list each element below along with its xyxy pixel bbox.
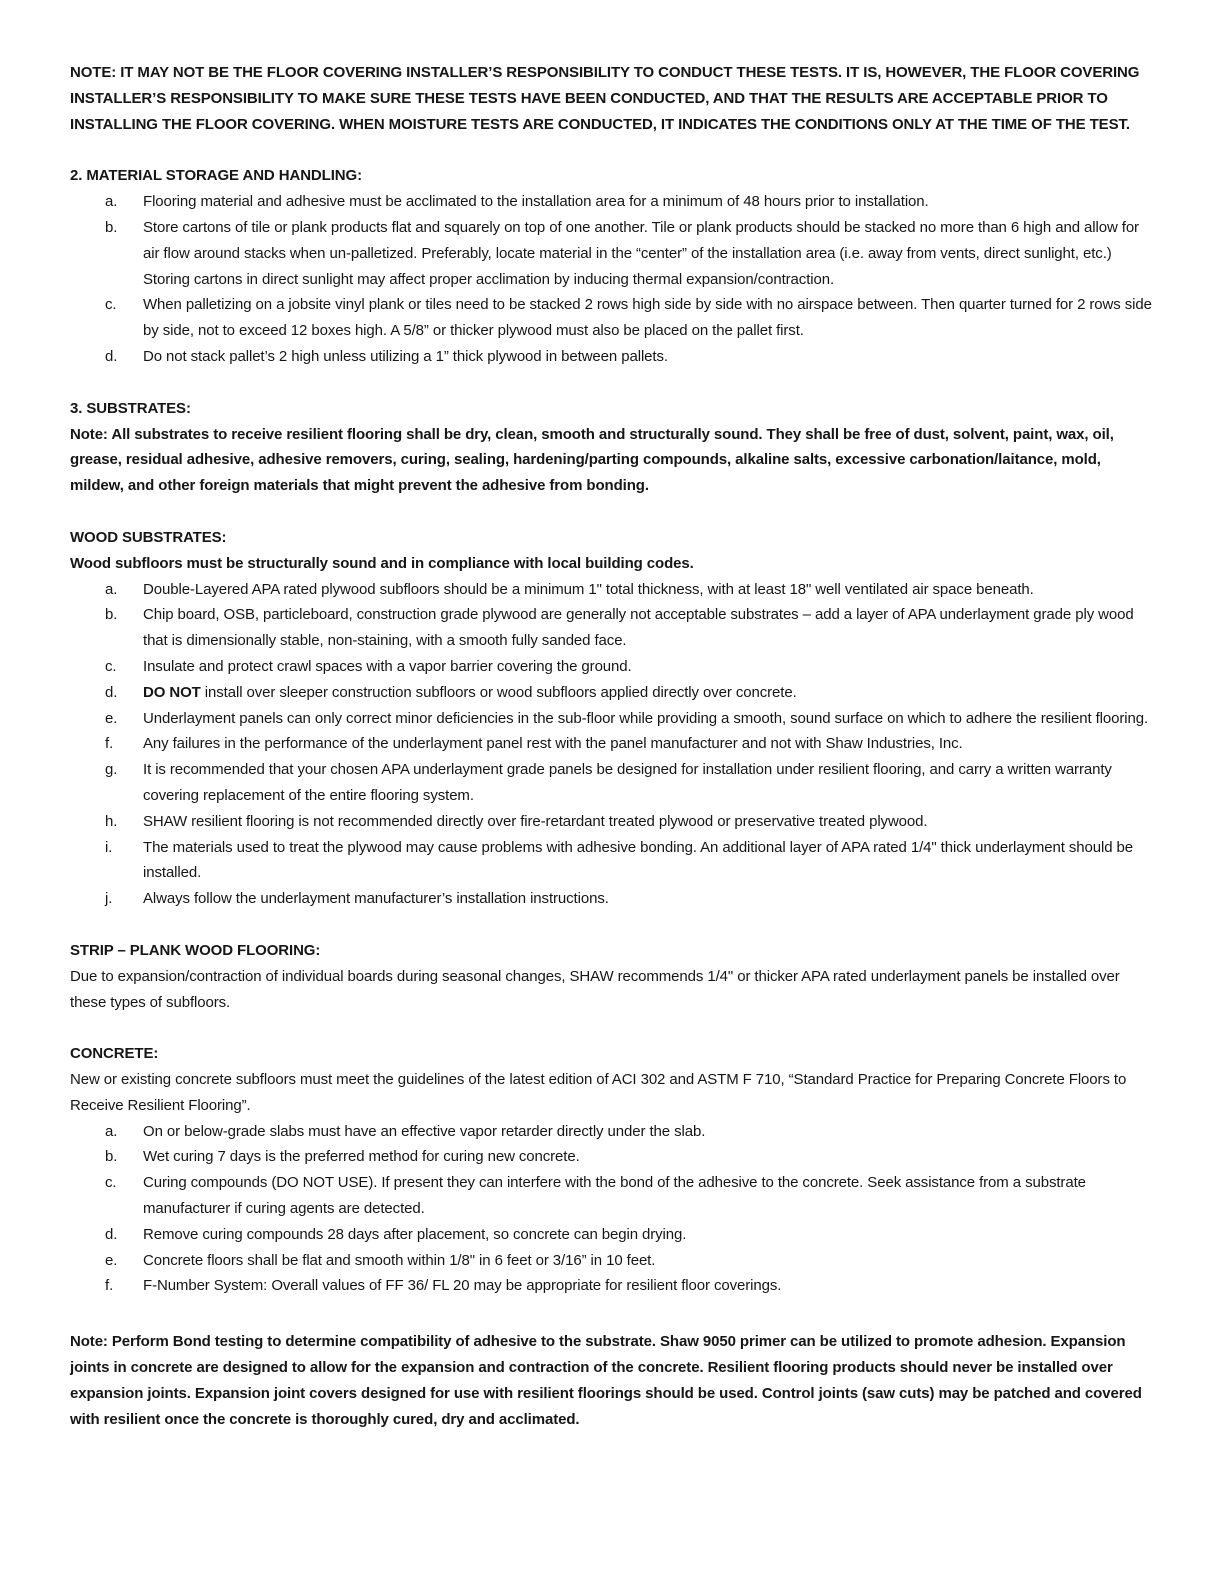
bottom-note: Note: Perform Bond testing to determine compatibility of adhesive to the substrate. Shaw 9050 primer can be utilized to promote adhesion. Expansion joints in concrete are designed to allow for the expansion and contraction of the concrete. Resilient flooring products should never be installed over expansion joints. Expansion joint covers designed for use with resilient floorings should be used. Control joints (saw cuts) may be patched and covered with resilient once the concrete is thoroughly cured, dry and acclimated.: [70, 1333, 1142, 1428]
list-marker: c.: [105, 657, 117, 675]
substrates-note: Note: All substrates to receive resilient flooring shall be dry, clean, smooth and structurally sound. They shall be free of dust, solvent, paint, wax, oil, grease, residual adhesive, adhesive removers, curing, sealing, hardening/parting compounds, alkaline salts, excessive carbonation/laitance, mold, mildew, and other foreign materials that might prevent the adhesive from bonding.: [70, 425, 1114, 495]
top-note: NOTE: IT MAY NOT BE THE FLOOR COVERING INSTALLER’S RESPONSIBILITY TO CONDUCT THESE TESTS. IT IS, HOWEVER, THE FLOOR COVERING INSTALLER’S RESPONSIBILITY TO MAKE SURE THESE TESTS HAVE BEEN CONDUCTED, AND THAT THE RESULTS ARE ACCEPTABLE PRIOR TO INSTALLING THE FLOOR COVERING. WHEN MOISTURE TESTS ARE CONDUCTED, IT INDICATES THE CONDITIONS ONLY AT THE TIME OF THE TEST.: [70, 64, 1140, 133]
list-item: [70, 577, 1158, 603]
list-marker: a.: [105, 580, 118, 598]
section-heading-concrete: CONCRETE:: [70, 1045, 159, 1063]
list-item-text: Do not stack pallet’s 2 high unless utilizing a 1” thick plywood in between pallets.: [143, 347, 668, 365]
list-item: [70, 1273, 1158, 1299]
list-item: [70, 680, 1158, 706]
list-item-text: SHAW resilient flooring is not recommended directly over fire-retardant treated plywood or preservative treated plywood.: [143, 812, 928, 830]
storage-list: [70, 189, 1158, 370]
section-heading-wood-substrates: WOOD SUBSTRATES:: [70, 528, 227, 546]
list-item: [70, 731, 1158, 757]
list-item-text: Double-Layered APA rated plywood subfloors should be a minimum 1" total thickness, with at least 18" well ventilated air space beneath.: [143, 580, 1034, 598]
list-item: [70, 602, 1158, 654]
list-item: [70, 706, 1158, 732]
list-item: [70, 1222, 1158, 1248]
list-item-text: Chip board, OSB, particleboard, construction grade plywood are generally not acceptable substrates – add a layer of APA underlayment grade ply wood that is dimensionally stable, non-staining, with a smooth fully sanded face.: [143, 606, 1134, 650]
list-item: [70, 835, 1158, 887]
list-item: [70, 654, 1158, 680]
list-item-text: Flooring material and adhesive must be acclimated to the installation area for a minimum of 48 hours prior to installation.: [143, 193, 929, 211]
list-item-text: Curing compounds (DO NOT USE). If present they can interfere with the bond of the adhesive to the concrete. Seek assistance from a substrate manufacturer if curing agents are detected.: [143, 1174, 1086, 1218]
list-item: [70, 292, 1158, 344]
list-marker: e.: [105, 709, 118, 727]
list-item-text: Wet curing 7 days is the preferred method for curing new concrete.: [143, 1148, 580, 1166]
list-item: [70, 215, 1158, 292]
list-item-text: Always follow the underlayment manufacturer’s installation instructions.: [143, 890, 609, 908]
wood-substrates-list: [70, 577, 1158, 912]
list-marker: f.: [105, 1277, 114, 1295]
list-marker: b.: [105, 218, 118, 236]
list-item-text: On or below-grade slabs must have an effective vapor retarder directly under the slab.: [143, 1122, 706, 1140]
wood-substrates-lead: Wood subfloors must be structurally sound and in compliance with local building codes.: [70, 554, 694, 572]
list-marker: d.: [105, 347, 118, 365]
list-item: [70, 1170, 1158, 1222]
list-marker: g.: [105, 761, 118, 779]
list-marker: c.: [105, 296, 117, 314]
list-item: [70, 757, 1158, 809]
section-heading-substrates: 3. SUBSTRATES:: [70, 399, 191, 417]
list-item-text: DO NOT install over sleeper construction subfloors or wood subfloors applied directly over concrete.: [143, 683, 797, 701]
list-marker: i.: [105, 838, 113, 856]
list-marker: b.: [105, 1148, 118, 1166]
list-item-text: F-Number System: Overall values of FF 36/ FL 20 may be appropriate for resilient floor coverings.: [143, 1277, 782, 1295]
list-item: [70, 809, 1158, 835]
list-marker: j.: [105, 890, 113, 908]
concrete-list: [70, 1119, 1158, 1300]
list-marker: d.: [105, 1225, 118, 1243]
list-item-text: It is recommended that your chosen APA underlayment grade panels be designed for installation under resilient flooring, and carry a written warranty covering replacement of the entire flooring system.: [143, 761, 1112, 804]
list-item-text: Concrete floors shall be flat and smooth within 1/8" in 6 feet or 3/16” in 10 feet.: [143, 1251, 656, 1269]
list-item: [70, 1119, 1158, 1145]
list-marker: c.: [105, 1174, 117, 1192]
list-item-text: When palletizing on a jobsite vinyl plank or tiles need to be stacked 2 rows high side by side with no airspace between. Then quarter turned for 2 rows side by side, not to exceed 12 boxes high. A 5/8” or thicker plywood must also be placed on the pallet first.: [143, 296, 1152, 340]
list-item-text: The materials used to treat the plywood may cause problems with adhesive bonding. An additional layer of APA rated 1/4" thick underlayment should be installed.: [143, 838, 1134, 882]
list-marker: f.: [105, 735, 114, 753]
section-heading-strip-plank: STRIP – PLANK WOOD FLOORING:: [70, 941, 321, 959]
list-item-text: Insulate and protect crawl spaces with a vapor barrier covering the ground.: [143, 657, 632, 675]
list-item: [70, 189, 1158, 215]
list-marker: a.: [105, 1122, 118, 1140]
list-item: [70, 1144, 1158, 1170]
section-heading-material-storage: 2. MATERIAL STORAGE AND HANDLING:: [70, 167, 362, 185]
list-item: [70, 344, 1158, 370]
list-item-text: Store cartons of tile or plank products flat and squarely on top of one another. Tile or plank products should be stacked no more than 6 high and allow for air flow around stacks when un-palletized. Preferably, locate material in the “center” of the installation area (i.e. away from vents, direct sunlight, etc.) Storing cartons in direct sunlight may affect proper acclimation by inducing thermal expansion/contraction.: [143, 218, 1139, 288]
list-marker: d.: [105, 683, 118, 701]
concrete-text: New or existing concrete subfloors must meet the guidelines of the latest edition of ACI 302 and ASTM F 710, “Standard Practice for Preparing Concrete Floors to Receive Resilient Flooring”.: [70, 1071, 1127, 1114]
list-item: [70, 886, 1158, 912]
list-item: [70, 1248, 1158, 1274]
strip-plank-text: Due to expansion/contraction of individual boards during seasonal changes, SHAW recommends 1/4" or thicker APA rated underlayment panels be installed over these types of subfloors.: [70, 967, 1120, 1011]
list-marker: b.: [105, 606, 118, 624]
list-item-text: Underlayment panels can only correct minor deficiencies in the sub-floor while providing a smooth, sound surface on which to adhere the resilient flooring.: [143, 709, 1149, 727]
list-marker: h.: [105, 812, 118, 830]
list-marker: a.: [105, 193, 118, 211]
list-marker: e.: [105, 1251, 118, 1269]
list-item-text: Any failures in the performance of the underlayment panel rest with the panel manufacturer and not with Shaw Industries, Inc.: [143, 735, 963, 753]
list-item-text: Remove curing compounds 28 days after placement, so concrete can begin drying.: [143, 1225, 687, 1243]
